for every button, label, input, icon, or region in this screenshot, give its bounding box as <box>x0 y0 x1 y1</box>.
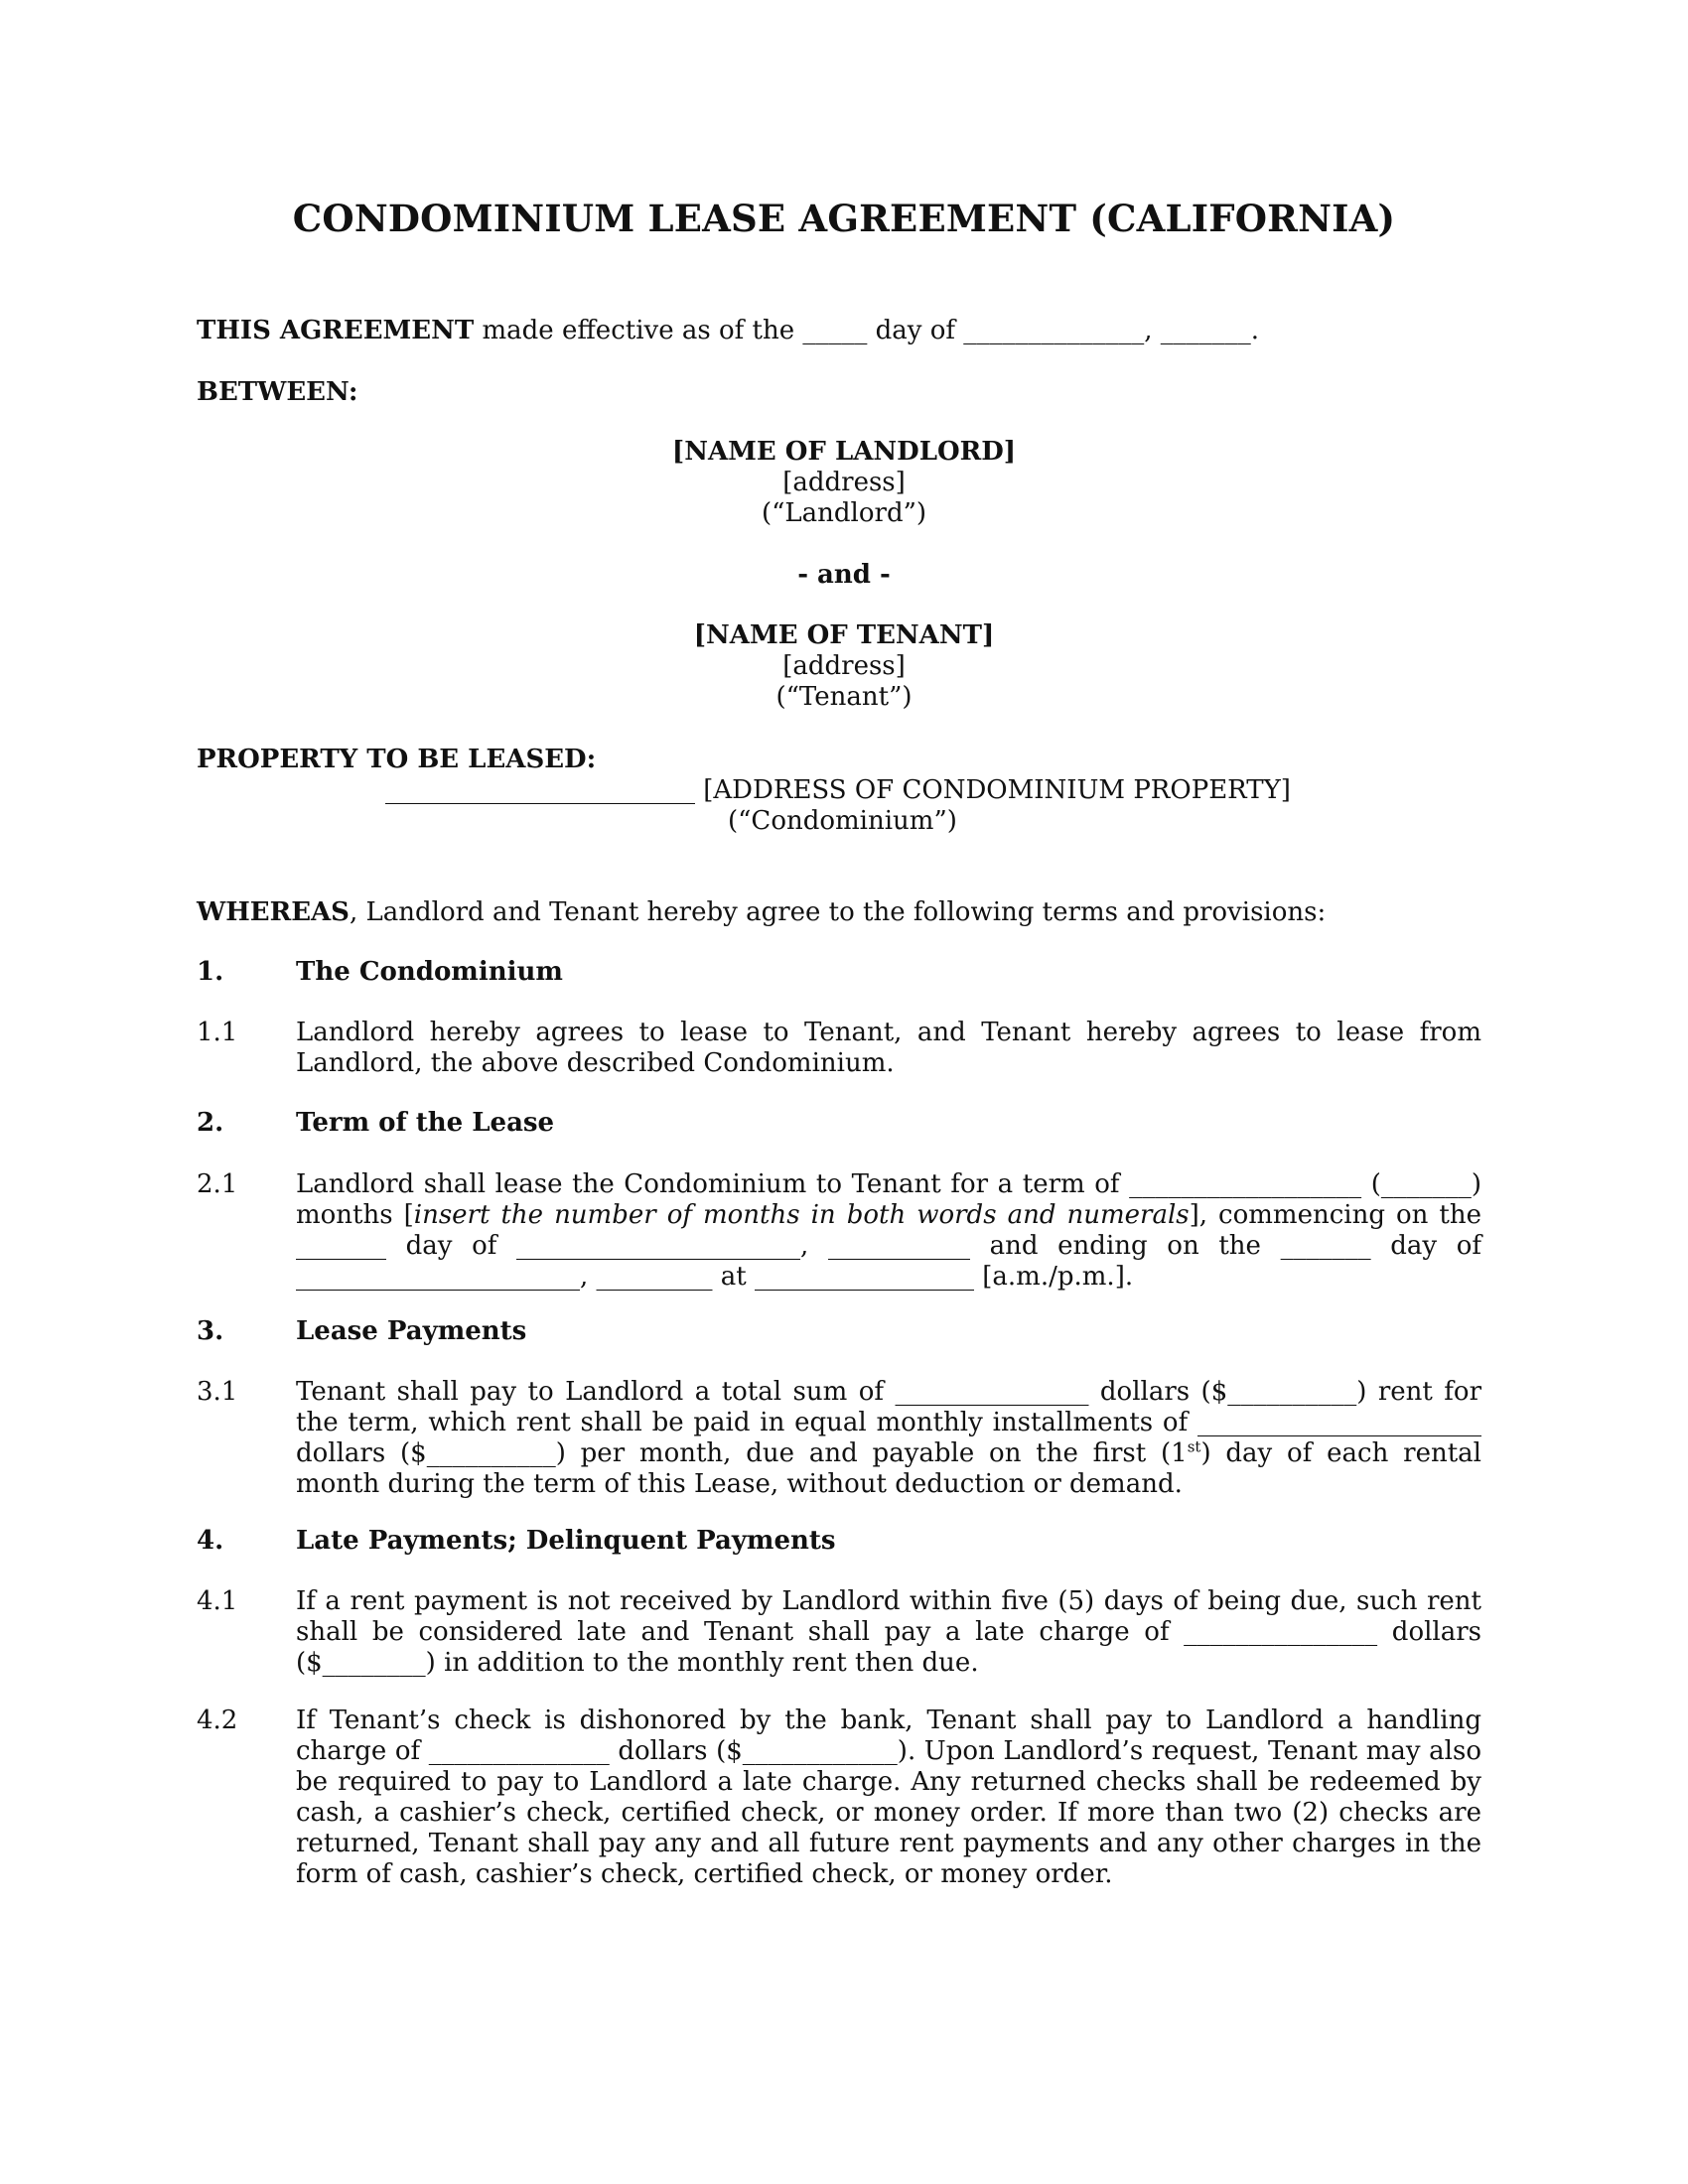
section-2-title: Term of the Lease <box>296 1108 555 1138</box>
whereas-text: , Landlord and Tenant hereby agree to the following terms and provisions: <box>349 897 1327 927</box>
clause-3-1-text <box>296 1377 1481 1500</box>
clause-2-1-instruction: insert the number of months in both words and numerals <box>413 1200 1190 1230</box>
clause-2-1-text-a: Landlord shall lease the Condominium to Tenant for a term of __________________ (_______) months [ <box>296 1169 1481 1230</box>
clause-3-1-number: 3.1 <box>197 1377 238 1407</box>
landlord-defined-as: (“Landlord”) <box>761 498 927 528</box>
document-title: CONDOMINIUM LEASE AGREEMENT (CALIFORNIA) <box>292 197 1396 240</box>
clause-1-1-text: Landlord hereby agrees to lease to Tenant, and Tenant hereby agrees to lease from Landlord, the above described Condominium. <box>296 1018 1481 1078</box>
clause-4-1-text: If a rent payment is not received by Landlord within five (5) days of being due, such rent shall be considered late and Tenant shall pay a late charge of _______________ dollars ($________) in addition to the monthly rent then due. <box>296 1586 1481 1678</box>
property-line: ________________________ [ADDRESS OF CONDOMINIUM PROPERTY] <box>385 775 1291 805</box>
section-1-title: The Condominium <box>296 957 563 987</box>
tenant-defined-as: (“Tenant”) <box>775 682 913 712</box>
section-4-number: 4. <box>197 1526 224 1556</box>
section-2-number: 2. <box>197 1108 224 1138</box>
clause-1-1-number: 1.1 <box>197 1018 238 1047</box>
landlord-address: [address] <box>782 468 906 497</box>
clause-3-1-text-a: Tenant shall pay to Landlord a total sum of _______________ dollars ($__________) rent for the term, which rent shall be paid in equal monthly installments of ______________________ dollars ($__________) per month, due and payable on the first (1 <box>296 1377 1481 1468</box>
clause-4-1-number: 4.1 <box>197 1586 238 1616</box>
section-1-number: 1. <box>197 957 224 987</box>
section-3-title: Lease Payments <box>296 1316 527 1346</box>
clause-2-1-number: 2.1 <box>197 1169 238 1199</box>
property-label: PROPERTY TO BE LEASED: <box>197 745 597 774</box>
whereas-line <box>197 897 1326 928</box>
clause-3-1-superscript: st <box>1187 1437 1201 1456</box>
section-3-number: 3. <box>197 1316 224 1346</box>
agreement-lead: THIS AGREEMENT <box>197 316 475 345</box>
clause-2-1-text <box>296 1169 1481 1293</box>
and-separator: - and - <box>797 560 891 590</box>
property-defined-as: (“Condominium”) <box>728 806 957 836</box>
between-label: BETWEEN: <box>197 377 358 407</box>
landlord-name: [NAME OF LANDLORD] <box>671 437 1017 467</box>
tenant-name: [NAME OF TENANT] <box>693 620 995 650</box>
clause-4-2-text: If Tenant’s check is dishonored by the bank, Tenant shall pay to Landlord a handling charge of ______________ dollars ($____________). Upon Landlord’s request, Tenant may also be required to pay to Landlord a late charge. Any returned checks shall be redeemed by cash, a cashier’s check, certified check, or money order. If more than two (2) checks are returned, Tenant shall pay any and all future rent payments and any other charges in the form of cash, cashier’s check, certified check, or money order. <box>296 1706 1481 1889</box>
whereas-lead: WHEREAS <box>197 897 350 927</box>
clause-2-1-text-b: ], commencing on the _______ day of ______________________, ___________ and ending on the _______ day of ______________________, _________ at _________________ [a.m./p.m.]. <box>296 1200 1481 1292</box>
tenant-address: [address] <box>782 651 906 681</box>
clause-3-1-text-b: ) day of each rental month during the term of this Lease, without deduction or demand. <box>296 1438 1481 1499</box>
clause-4-2-number: 4.2 <box>197 1706 238 1735</box>
agreement-line <box>197 316 1259 346</box>
section-4-title: Late Payments; Delinquent Payments <box>296 1526 836 1556</box>
agreement-text: made effective as of the _____ day of ______________, _______. <box>474 316 1260 345</box>
